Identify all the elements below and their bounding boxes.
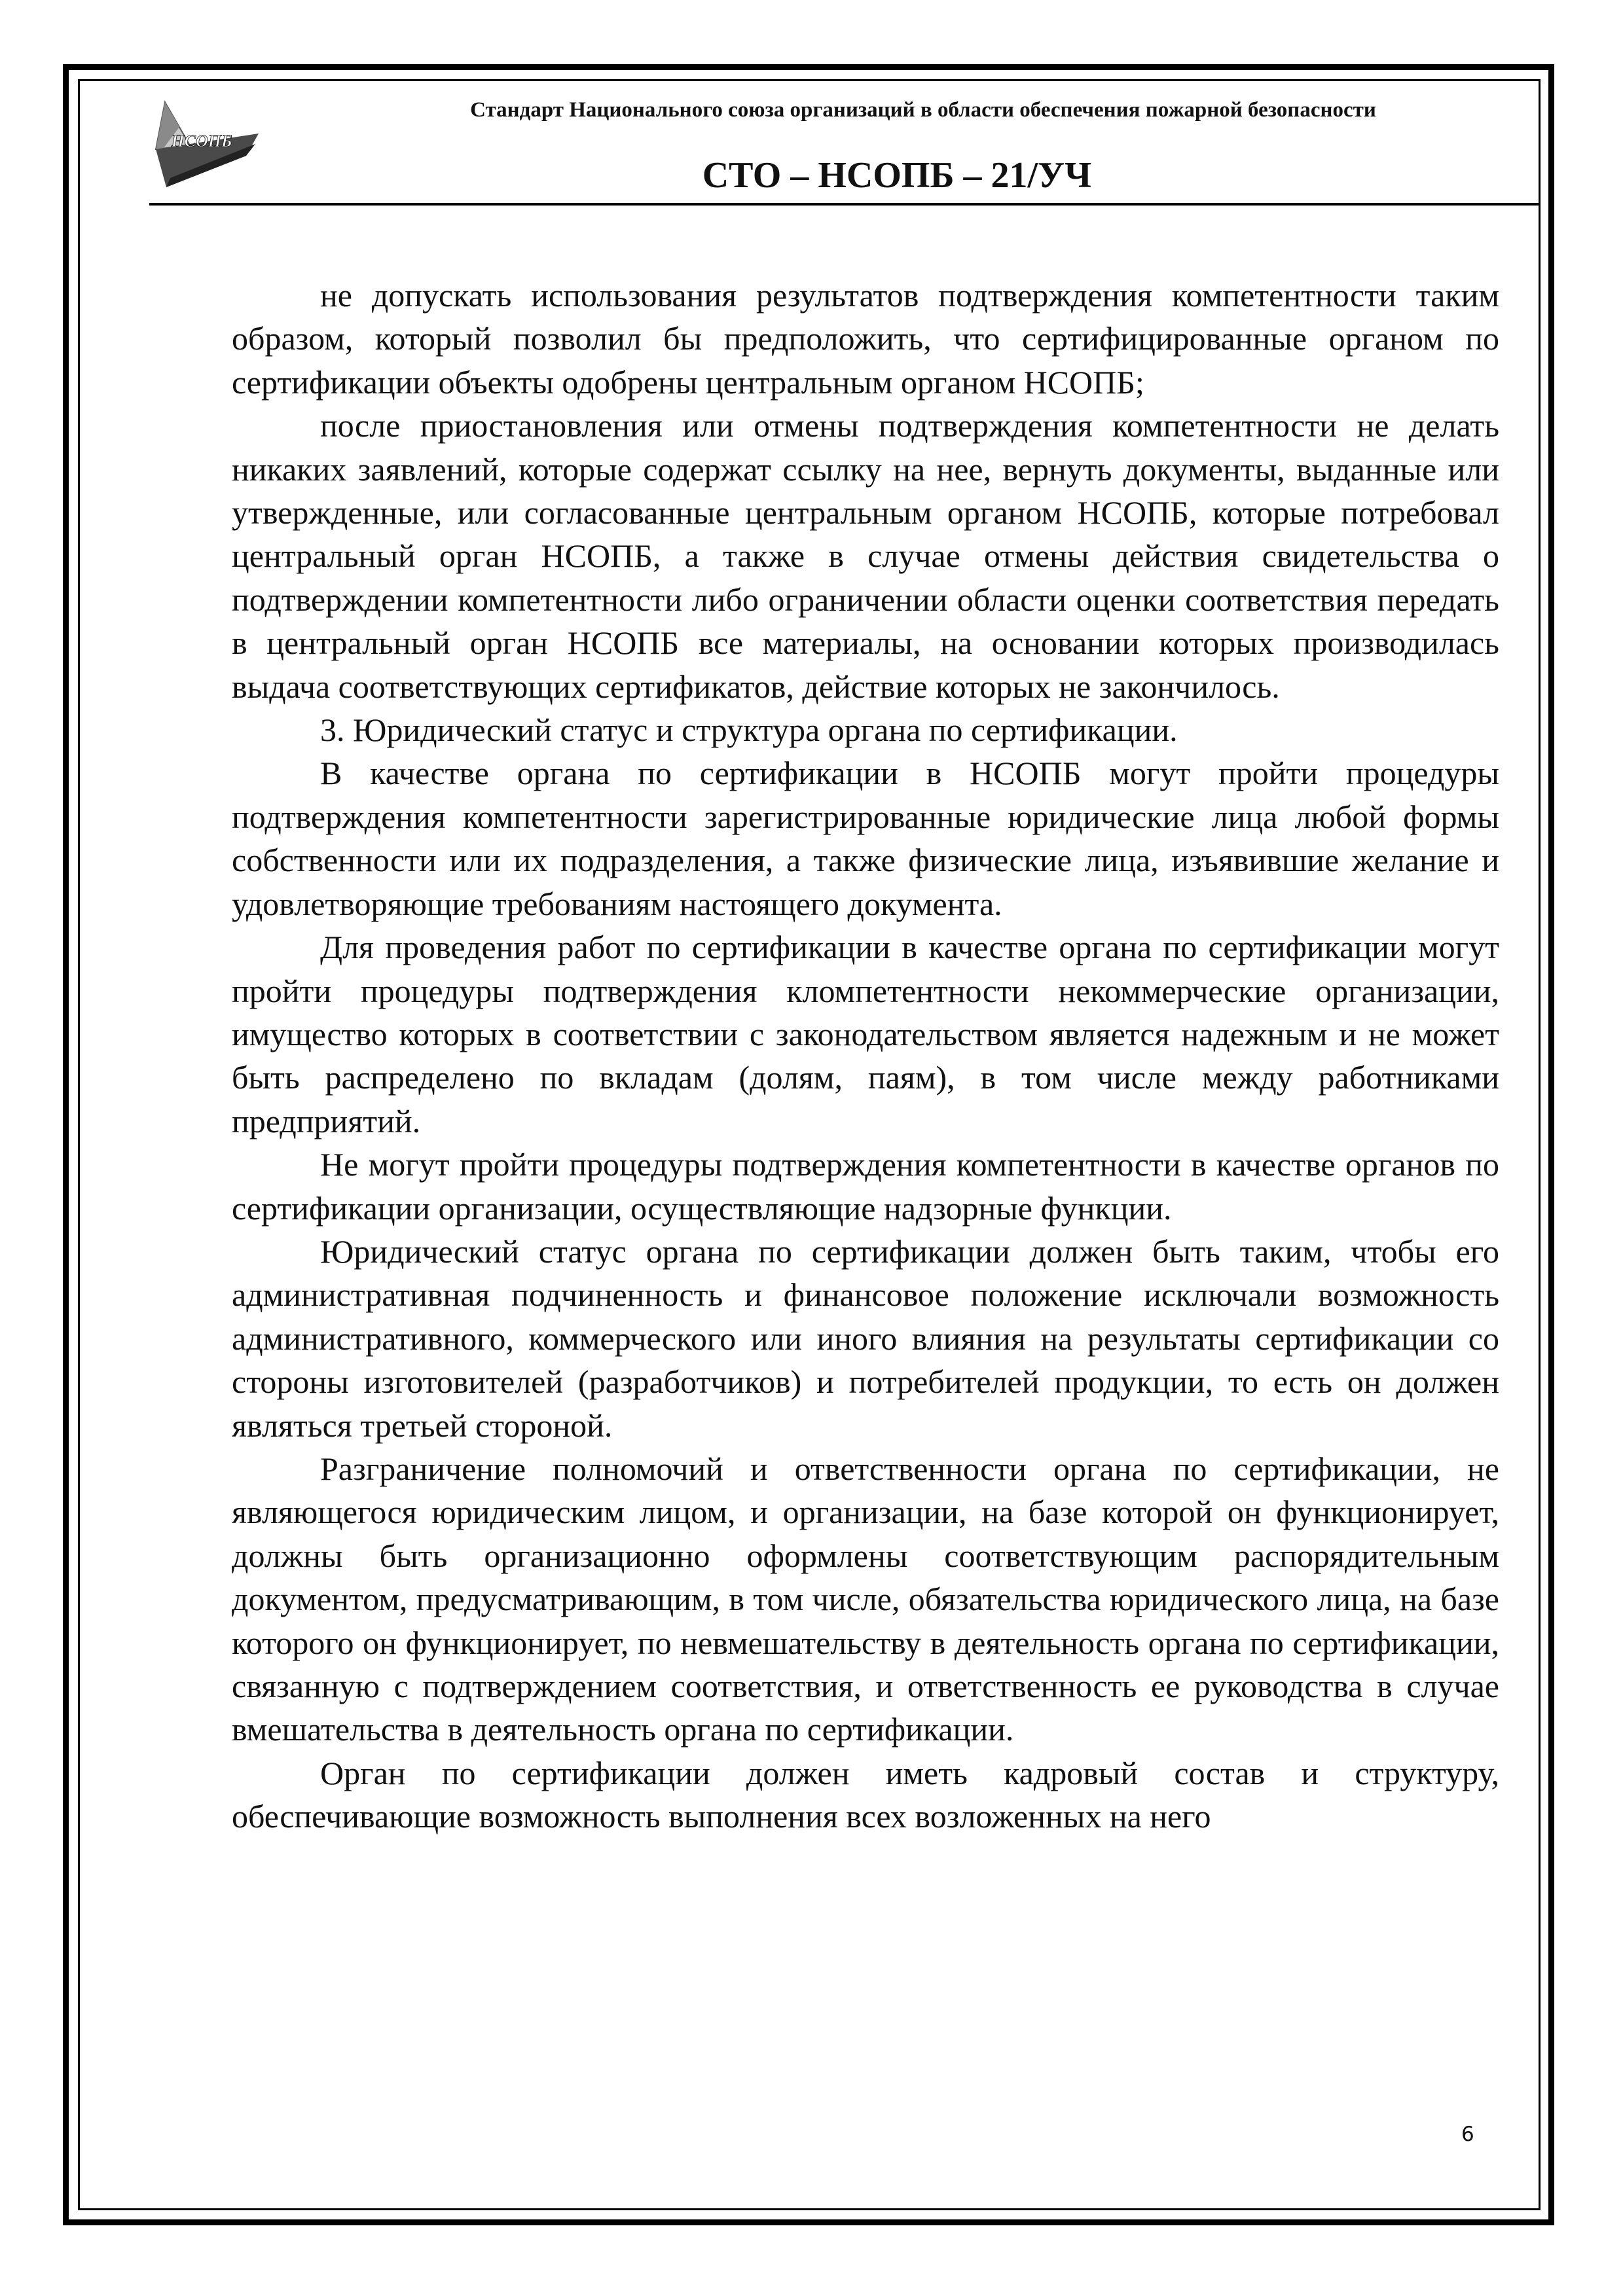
header-divider: [149, 203, 1539, 206]
body-paragraph: В качестве органа по сертификации в НСОПБ могут пройти процедуры подтверждения компетентности зарегистрированные юридические лица любой формы собственности или их подразделения, а также физические лица, изъявившие желание и удовлетворяющие требованиям настоящего документа.: [232, 755, 1499, 922]
document-body: [232, 274, 1499, 1839]
body-paragraph: Разграничение полномочий и ответственности органа по сертификации, не являющегося юридическим лицом, и организации, на базе которой он функционирует, должны быть организационно оформлены соответствующим распорядительным документом, предусматривающим, в том числе, обязательства юридического лица, на базе которого он функционирует, по невмешательству в деятельность органа по сертификации, связанную с подтверждением соответствия, и ответственность ее руководства в случае вмешательства в деятельность органа по сертификации.: [232, 1450, 1499, 1748]
header-organization: Стандарт Национального союза организаций в области обеспечения пожарной безопасности: [470, 98, 1376, 122]
body-paragraph: Не могут пройти процедуры подтверждения компетентности в качестве органов по сертификации организации, осуществляющие надзорные функции.: [232, 1146, 1499, 1227]
body-paragraph: не допускать использования результатов подтверждения компетентности таким образом, который позволил бы предположить, что сертифицированные органом по сертификации объекты одобрены центральным органом НСОПБ;: [232, 277, 1499, 401]
nsopb-logo-icon: [151, 98, 262, 193]
body-paragraph: Юридический статус органа по сертификации должен быть таким, чтобы его административная подчиненность и финансовое положение исключали возможность административного, коммерческого или иного влияния на результаты сертификации со стороны изготовителей (разработчиков) и потребителей продукции, то есть он должен являться третьей стороной.: [232, 1232, 1499, 1444]
logo-text: НСОПБ: [171, 132, 232, 151]
page-number: 6: [1461, 2123, 1474, 2146]
body-paragraph: Орган по сертификации должен иметь кадровый состав и структуру, обеспечивающие возможность выполнения всех возложенных на него: [232, 1754, 1499, 1835]
document-code: СТО – НСОПБ – 21/УЧ: [702, 155, 1092, 196]
section-heading: 3. Юридический статус и структура органа по сертификации.: [320, 711, 1178, 749]
body-paragraph: Для проведения работ по сертификации в качестве органа по сертификации могут пройти процедуры подтверждения кломпетентности некоммерческие организации, имущество которых в соответствии с законодательством является надежным и не может быть распределено по вкладам (долям, паям), в том числе между работниками предприятий.: [232, 929, 1499, 1139]
body-paragraph: после приостановления или отмены подтверждения компетентности не делать никаких заявлений, которые содержат ссылку на нее, вернуть документы, выданные или утвержденные, или согласованные центральным органом НСОПБ, которые потребовал центральный орган НСОПБ, а также в случае отмены действия свидетельства о подтверждении компетентности либо ограничении области оценки соответствия передать в центральный орган НСОПБ все материалы, на основании которых производилась выдача соответствующих сертификатов, действие которых не закончилось.: [232, 407, 1499, 705]
